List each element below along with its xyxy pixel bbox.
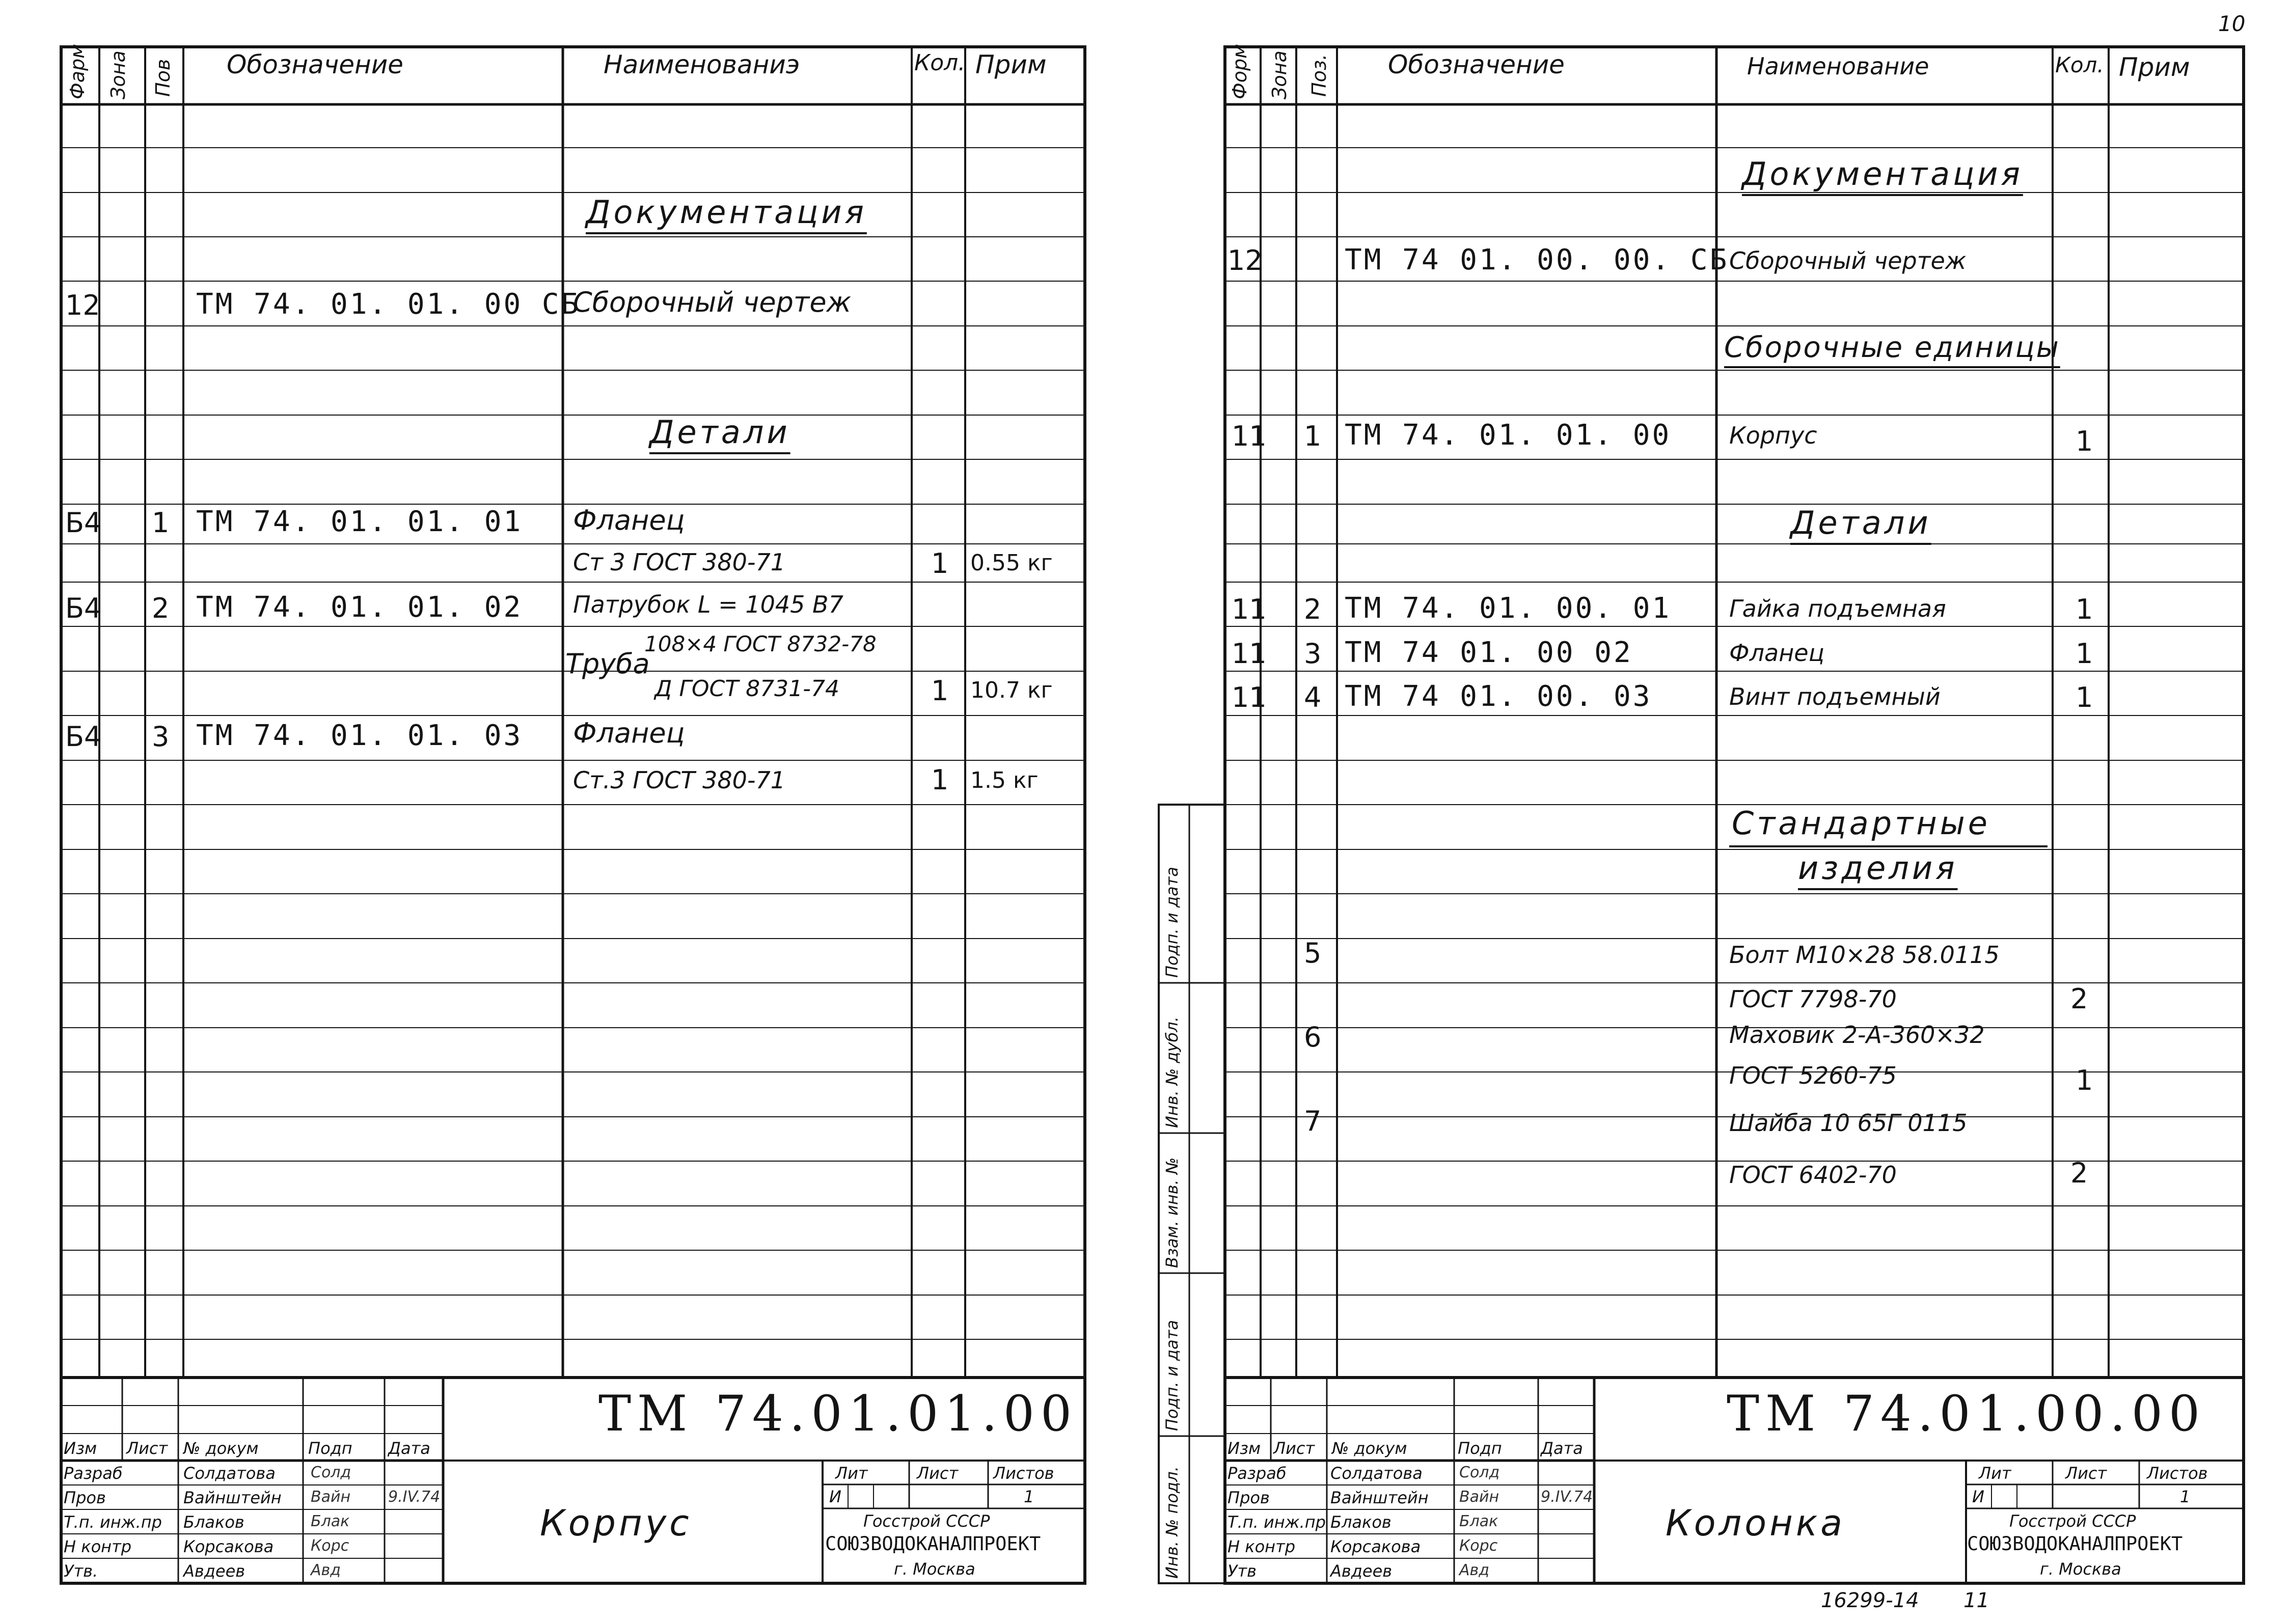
- left-row1-code: ТМ 74. 01. 01. 01: [196, 505, 523, 538]
- right-detail2-format: 11: [1232, 638, 1267, 670]
- right-unit-pos: 1: [1304, 420, 1322, 452]
- left-title-name: Корпус: [540, 1502, 692, 1544]
- right-unit-qty: 1: [2076, 425, 2093, 457]
- left-assembly-format: 12: [65, 289, 100, 321]
- left-row4-note: 10.7 кг: [970, 677, 1053, 703]
- right-date-written: 9.IV.74: [1541, 1488, 1593, 1506]
- right-org-2: СОЮЗВОДОКАНАЛПРОЕКТ: [1967, 1533, 2183, 1555]
- left-row3-name: Патрубок L = 1045 В7: [573, 591, 843, 618]
- left-col-izm: Изм: [64, 1439, 97, 1458]
- left-person-4: Корсакова: [183, 1537, 274, 1556]
- left-person-2: Вайнштейн: [183, 1488, 282, 1507]
- right-standard-title-1: Стандартные: [1732, 805, 1990, 842]
- side-label-sign-date-1: Подп. и дата: [1162, 867, 1182, 978]
- right-assembly-code: ТМ 74 01. 00. 00. СБ: [1345, 243, 1729, 277]
- left-role-5: Утв.: [64, 1561, 98, 1581]
- page-number: 10: [2218, 11, 2246, 36]
- right-role-1: Разраб: [1227, 1464, 1287, 1483]
- left-org-1: Госстрой СССР: [863, 1511, 990, 1531]
- right-standard-title-underline: [1729, 845, 2048, 847]
- left-row2-note: 0.55 кг: [970, 550, 1053, 576]
- right-col-date: Дата: [1541, 1439, 1583, 1458]
- right-role-5: Утв: [1227, 1561, 1257, 1581]
- right-person-3: Блаков: [1330, 1512, 1391, 1532]
- left-role-2: Пров: [64, 1488, 106, 1507]
- right-detail1-qty: 1: [2076, 593, 2093, 625]
- right-signature-4: Корс: [1459, 1537, 1498, 1555]
- left-lit-label: Лит: [835, 1464, 868, 1483]
- right-role-2: Пров: [1227, 1488, 1270, 1507]
- left-row1-pos: 1: [152, 507, 170, 539]
- left-row5-name: Фланец: [573, 717, 685, 749]
- right-unit-code: ТМ 74. 01. 01. 00: [1345, 419, 1672, 452]
- right-org-1: Госстрой СССР: [2009, 1511, 2136, 1531]
- left-col-date: Дата: [388, 1439, 430, 1458]
- side-label-dup-inv: Инв. № дубл.: [1162, 1016, 1182, 1128]
- left-row3-code: ТМ 74. 01. 01. 02: [196, 591, 523, 624]
- right-title-code: ТМ 74.01.00.00: [1727, 1385, 2206, 1442]
- right-person-1: Солдатова: [1330, 1464, 1423, 1483]
- right-detail1-code: ТМ 74. 01. 00. 01: [1345, 592, 1672, 625]
- right-documentation-title: Документация: [1742, 155, 2023, 192]
- left-title-code: ТМ 74.01.01.00: [598, 1385, 1078, 1442]
- right-detail3-pos: 4: [1304, 681, 1322, 713]
- right-standard2-name: ГОСТ 7798-70: [1729, 985, 1897, 1013]
- right-lit-value: И: [1972, 1487, 1984, 1506]
- left-row2-qty: 1: [931, 547, 949, 580]
- right-unit-name: Корпус: [1729, 422, 1817, 449]
- right-detail3-name: Винт подъемный: [1729, 683, 1941, 710]
- right-header-zone: Зона: [1268, 50, 1291, 99]
- right-header-note: Прим: [2119, 52, 2190, 82]
- right-standard1-pos: 5: [1304, 937, 1322, 969]
- right-header-form: Форм: [1229, 44, 1251, 99]
- left-header-note: Прим: [975, 50, 1047, 79]
- left-person-1: Солдатова: [183, 1464, 276, 1483]
- right-header-qty: Кол.: [2055, 52, 2104, 77]
- left-row5-code: ТМ 74. 01. 01. 03: [196, 719, 523, 752]
- right-person-4: Корсакова: [1330, 1537, 1421, 1556]
- left-sheet-label: Лист: [917, 1464, 959, 1483]
- right-sheets-label: Листов: [2147, 1464, 2208, 1483]
- right-standard6-qty: 2: [2070, 1157, 2088, 1189]
- left-row5-format: Б4: [65, 721, 102, 753]
- right-role-4: Н контр: [1227, 1537, 1296, 1556]
- left-details-title: Детали: [649, 414, 790, 451]
- left-lit-value: И: [829, 1487, 841, 1506]
- right-detail1-name: Гайка подъемная: [1729, 595, 1946, 622]
- footer-page: 11: [1963, 1589, 1989, 1612]
- left-header-form: Фарм: [66, 44, 89, 99]
- left-col-sign: Подп: [308, 1439, 352, 1458]
- left-signature-3: Блак: [311, 1512, 350, 1530]
- left-row4-qty: 1: [931, 675, 949, 707]
- left-signature-4: Корс: [311, 1537, 349, 1555]
- left-person-5: Авдеев: [183, 1561, 245, 1581]
- right-col-sign: Подп: [1458, 1439, 1502, 1458]
- left-assembly-name: Сборочный чертеж: [573, 286, 852, 318]
- right-assembly-name: Сборочный чертеж: [1729, 247, 1967, 274]
- right-signature-1: Солд: [1459, 1464, 1500, 1481]
- left-date-written: 9.IV.74: [388, 1488, 441, 1506]
- right-standard-title-2: изделия: [1798, 849, 1958, 887]
- right-assembly-format: 12: [1227, 244, 1263, 277]
- left-row1-format: Б4: [65, 507, 102, 539]
- left-role-4: Н контр: [64, 1537, 132, 1556]
- right-detail3-format: 11: [1232, 681, 1267, 713]
- right-detail3-qty: 1: [2076, 681, 2093, 713]
- left-header-pos: Пов: [152, 59, 174, 97]
- left-col-list: Лист: [126, 1439, 168, 1458]
- footer-doc-number: 16299-14: [1821, 1589, 1919, 1612]
- left-row4-pipe-label: Труба: [565, 648, 650, 680]
- right-signature-2: Вайн: [1459, 1488, 1499, 1506]
- left-org-3: г. Москва: [894, 1559, 975, 1579]
- right-signature-3: Блак: [1459, 1512, 1498, 1530]
- right-header-name: Наименование: [1747, 52, 1929, 80]
- left-row3-format: Б4: [65, 592, 102, 624]
- left-header-name: Наименованиэ: [604, 50, 800, 79]
- right-sheets-value: 1: [2180, 1487, 2191, 1506]
- right-detail1-pos: 2: [1304, 593, 1322, 625]
- side-label-sign-date-2: Подп. и дата: [1162, 1320, 1182, 1431]
- left-assembly-code: ТМ 74. 01. 01. 00 СБ: [196, 288, 581, 321]
- left-header-qty: Кол.: [914, 50, 966, 76]
- right-header-pos: Поз.: [1308, 53, 1330, 97]
- right-lit-label: Лит: [1979, 1464, 2011, 1483]
- right-standard3-name: Маховик 2-А-360×32: [1729, 1021, 1985, 1049]
- left-row1-name: Фланец: [573, 504, 685, 536]
- left-row6-material: Ст.3 ГОСТ 380-71: [573, 766, 786, 794]
- left-row3-pos: 2: [152, 592, 170, 624]
- left-row6-note: 1.5 кг: [970, 767, 1039, 793]
- right-unit-format: 11: [1232, 420, 1267, 452]
- right-col-list: Лист: [1273, 1439, 1315, 1458]
- right-standard2-qty: 2: [2070, 983, 2088, 1015]
- left-col-doc: № докум: [183, 1439, 259, 1458]
- right-standard4-qty: 1: [2076, 1064, 2093, 1096]
- left-documentation-title: Документация: [586, 194, 867, 231]
- right-person-5: Авдеев: [1330, 1561, 1393, 1581]
- right-signature-5: Авд: [1459, 1561, 1489, 1579]
- right-col-doc: № докум: [1332, 1439, 1407, 1458]
- left-signature-2: Вайн: [311, 1488, 351, 1506]
- left-role-1: Разраб: [64, 1464, 123, 1483]
- left-header-zone: Зона: [107, 50, 129, 99]
- left-row2-material: Ст 3 ГОСТ 380-71: [573, 548, 786, 576]
- left-sheets-label: Листов: [993, 1464, 1054, 1483]
- left-row5-pos: 3: [152, 721, 170, 753]
- right-details-title: Детали: [1790, 504, 1931, 541]
- right-header-designation: Обозначение: [1388, 50, 1565, 79]
- right-standard5-pos: 7: [1304, 1105, 1322, 1137]
- right-org-3: г. Москва: [2040, 1559, 2121, 1579]
- left-header-designation: Обозначение: [227, 50, 403, 79]
- right-units-title: Сборочные единицы: [1724, 331, 2060, 364]
- right-detail2-qty: 1: [2076, 638, 2093, 670]
- right-detail2-pos: 3: [1304, 638, 1322, 670]
- left-row4-pipe-bottom: Д ГОСТ 8731-74: [654, 676, 839, 702]
- right-role-3: Т.п. инж.пр: [1227, 1512, 1326, 1532]
- side-label-replace-inv: Взам. инв. №: [1162, 1157, 1182, 1268]
- right-standard6-name: ГОСТ 6402-70: [1729, 1161, 1897, 1189]
- left-role-3: Т.п. инж.пр: [64, 1512, 162, 1532]
- left-person-3: Блаков: [183, 1512, 244, 1532]
- right-detail1-format: 11: [1232, 593, 1267, 625]
- right-standard4-name: ГОСТ 5260-75: [1729, 1062, 1897, 1089]
- right-standard1-name: Болт М10×28 58.0115: [1729, 941, 2000, 969]
- left-row4-pipe-top: 108×4 ГОСТ 8732-78: [644, 631, 877, 656]
- left-sheets-value: 1: [1024, 1487, 1034, 1506]
- right-detail3-code: ТМ 74 01. 00. 03: [1345, 680, 1652, 713]
- right-standard5-name: Шайба 10 65Г 0115: [1729, 1109, 1968, 1137]
- right-detail2-code: ТМ 74 01. 00 02: [1345, 636, 1633, 669]
- left-row6-qty: 1: [931, 764, 949, 796]
- right-person-2: Вайнштейн: [1330, 1488, 1429, 1507]
- left-signature-5: Авд: [311, 1561, 341, 1579]
- right-sheet-label: Лист: [2065, 1464, 2107, 1483]
- left-signature-1: Солд: [311, 1464, 351, 1481]
- right-title-name: Колонка: [1666, 1502, 1846, 1544]
- side-label-orig-inv: Инв. № подл.: [1162, 1466, 1182, 1579]
- right-detail2-name: Фланец: [1729, 639, 1824, 667]
- right-standard3-pos: 6: [1304, 1021, 1322, 1053]
- right-col-izm: Изм: [1227, 1439, 1261, 1458]
- left-org-2: СОЮЗВОДОКАНАЛПРОЕКТ: [825, 1533, 1041, 1555]
